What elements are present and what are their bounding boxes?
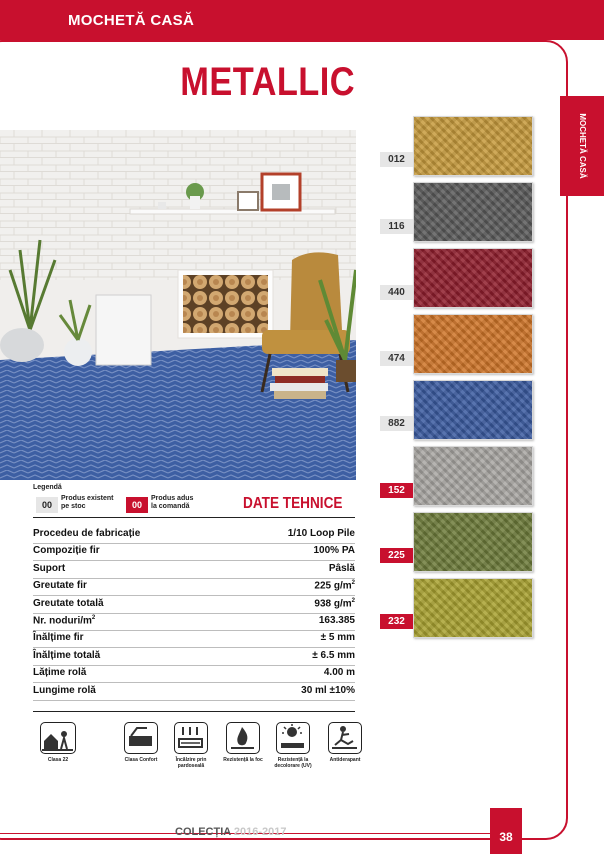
legend-order-code: 00 bbox=[131, 500, 142, 510]
underfloor-heating-label: Încălzire prin pardoseală bbox=[175, 757, 207, 769]
swatch-232[interactable] bbox=[413, 578, 533, 638]
tech-value bbox=[313, 545, 355, 556]
tech-label-text: Greutate totală bbox=[33, 597, 104, 609]
product-title: METALLIC bbox=[180, 60, 355, 104]
legend-order-line2: la comandă bbox=[151, 503, 190, 510]
legend-title: Legendă bbox=[33, 484, 62, 491]
tech-label bbox=[33, 615, 95, 626]
tech-value-sup: 2 bbox=[351, 597, 355, 604]
tech-label-text: Înălțime totală bbox=[33, 649, 101, 661]
legend-stock-line2: pe stoc bbox=[61, 503, 86, 510]
footer-years: 2016-2017 bbox=[233, 826, 287, 838]
legend-stock-line1: Produs existent bbox=[61, 495, 114, 502]
tech-label-text: Compoziție fir bbox=[33, 545, 100, 557]
tech-label bbox=[33, 580, 87, 591]
tech-label bbox=[33, 545, 100, 556]
legend-stock-box bbox=[36, 497, 58, 513]
tech-label bbox=[33, 528, 140, 539]
tech-value bbox=[312, 650, 355, 661]
tech-value bbox=[329, 563, 355, 574]
tech-value bbox=[324, 667, 355, 678]
tech-row bbox=[33, 596, 355, 614]
tech-value-text: 225 g/m bbox=[314, 580, 352, 592]
page-number: 38 bbox=[499, 830, 513, 844]
tech-row bbox=[33, 613, 355, 631]
tech-label-text: Procedeu de fabricație bbox=[33, 528, 141, 539]
tech-row bbox=[33, 630, 355, 648]
tech-value bbox=[301, 685, 355, 696]
fire-resistance-icon bbox=[226, 722, 260, 754]
tech-label bbox=[33, 598, 104, 609]
header-bar bbox=[0, 0, 604, 40]
tech-value-text: 1/10 Loop Pile bbox=[287, 528, 355, 539]
tech-label-text: Nr. noduri/m bbox=[33, 615, 92, 627]
anti-slip-label: Antiderapant bbox=[329, 757, 361, 763]
tech-row bbox=[33, 683, 355, 701]
side-tab-label: MOCHETĂ CASĂ bbox=[578, 113, 587, 179]
swatch-882[interactable] bbox=[413, 380, 533, 440]
tech-label-text: Greutate fir bbox=[33, 580, 87, 592]
tech-label bbox=[33, 632, 84, 643]
tech-value bbox=[314, 580, 355, 591]
tech-row bbox=[33, 665, 355, 683]
anti-slip-icon bbox=[328, 722, 362, 754]
comfort-icon bbox=[124, 722, 158, 754]
tech-label-text: Suport bbox=[33, 562, 66, 574]
legend-order-box bbox=[126, 497, 148, 513]
tech-label-text: Înălțime fir bbox=[33, 632, 84, 644]
swatch-code-152: 152 bbox=[380, 483, 413, 498]
footer-collection-label: COLECȚIA bbox=[175, 826, 231, 838]
tech-value-sup: 2 bbox=[351, 580, 355, 587]
comfort-label: Clasa Confort bbox=[124, 757, 158, 763]
swatch-code-882: 882 bbox=[380, 416, 413, 431]
tech-value-text: 938 g/m bbox=[314, 597, 352, 609]
tech-row bbox=[33, 648, 355, 666]
swatch-012[interactable] bbox=[413, 116, 533, 176]
tech-label bbox=[33, 563, 65, 574]
swatch-474[interactable] bbox=[413, 314, 533, 374]
tech-row bbox=[33, 543, 355, 561]
tech-label bbox=[33, 685, 96, 696]
footer-collection bbox=[175, 826, 286, 838]
tech-value-text: ± 6.5 mm bbox=[312, 649, 355, 661]
legend-stock-text bbox=[61, 495, 114, 511]
swatch-code-116: 116 bbox=[380, 219, 413, 234]
underfloor-heating-icon bbox=[174, 722, 208, 754]
legend-stock-code: 00 bbox=[41, 500, 52, 510]
legend-order-text bbox=[151, 495, 193, 511]
room-photo bbox=[0, 130, 356, 480]
class-icon bbox=[40, 722, 76, 754]
swatch-225[interactable] bbox=[413, 512, 533, 572]
tech-value bbox=[314, 598, 355, 609]
tech-label-text: Lungime rolă bbox=[33, 684, 96, 696]
legend-order-line1: Produs adus bbox=[151, 495, 194, 502]
tech-label bbox=[33, 667, 86, 678]
side-tab[interactable] bbox=[560, 96, 604, 196]
tech-bottom-rule bbox=[33, 711, 355, 712]
tech-data-title: DATE TEHNICE bbox=[243, 495, 343, 512]
tech-row bbox=[33, 526, 355, 544]
tech-row bbox=[33, 561, 355, 579]
tech-row bbox=[33, 578, 355, 596]
class-label: Clasa 22 bbox=[47, 757, 69, 763]
tech-value-text: 4.00 m bbox=[323, 667, 355, 679]
category-title: MOCHETĂ CASĂ bbox=[68, 12, 195, 29]
fire-resistance-label: Rezistență la foc bbox=[223, 757, 263, 763]
tech-value-text: ± 5 mm bbox=[320, 632, 355, 644]
swatch-code-232: 232 bbox=[380, 614, 413, 629]
swatch-code-474: 474 bbox=[380, 351, 413, 366]
tech-label bbox=[33, 650, 100, 661]
tech-value-text: Pâslă bbox=[328, 562, 355, 574]
room-illustration bbox=[0, 130, 356, 480]
tech-label-text: Lățime rolă bbox=[33, 667, 87, 679]
uv-resistance-icon bbox=[276, 722, 310, 754]
swatch-440[interactable] bbox=[413, 248, 533, 308]
swatch-116[interactable] bbox=[413, 182, 533, 242]
swatch-152[interactable] bbox=[413, 446, 533, 506]
tech-label-sup: 2 bbox=[91, 615, 96, 621]
tech-value bbox=[288, 528, 355, 539]
uv-resistance-label: Rezistență la decolorare (UV) bbox=[274, 757, 312, 769]
swatch-code-225: 225 bbox=[380, 548, 413, 563]
swatch-code-012: 012 bbox=[380, 152, 413, 167]
tech-value bbox=[319, 615, 355, 626]
tech-top-rule bbox=[33, 517, 355, 518]
swatch-code-440: 440 bbox=[380, 285, 413, 300]
tech-value-text: 30 ml ±10% bbox=[301, 684, 355, 696]
tech-value-text: 100% PA bbox=[313, 545, 355, 557]
tech-value-text: 163.385 bbox=[318, 615, 355, 626]
tech-value bbox=[321, 632, 355, 643]
